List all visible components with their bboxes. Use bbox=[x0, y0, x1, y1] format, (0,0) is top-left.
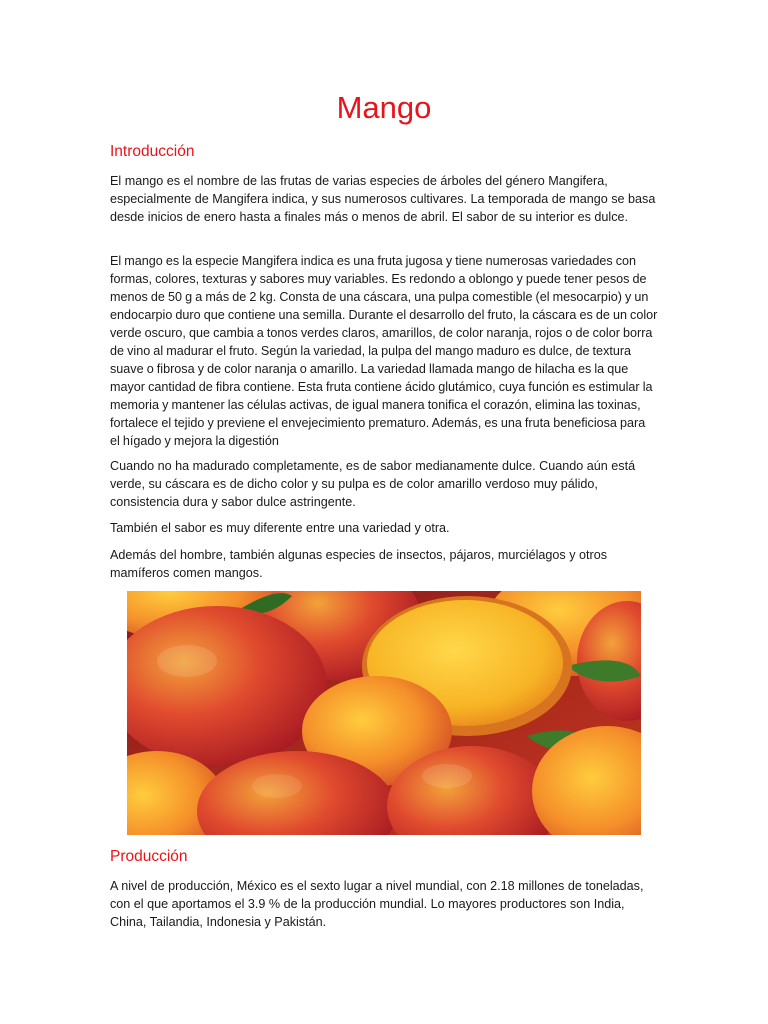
paragraph-intro-1: El mango es el nombre de las frutas de varias especies de árboles del género Mangifera, especialmente de Mangifera indica, y sus numerosos cultivares. La temporada de mango se basa desde inicios de enero hasta a finales más o menos de abril. El sabor de su interior es dulce. bbox=[110, 174, 656, 224]
mango-photo bbox=[127, 591, 641, 835]
paragraph-intro-2: El mango es la especie Mangifera indica es una fruta jugosa y tiene numerosas variedades con formas, colores, texturas y sabores muy variables. Es redondo a oblongo y puede tener pesos de menos de 50 g a más de 2 kg. Consta de una cáscara, una pulpa comestible (el mesocarpio) y un endocarpio duro que contiene una semilla. Durante el desarrollo del fruto, la cáscara es de un color verde oscuro, que cambia a tonos verdes claros, amarillos, de color naranja, rojos o de color borra de vino al madurar el fruto. Según la variedad, la pulpa del mango maduro es dulce, de textura suave o fibrosa y de color naranja o amarillo. La variedad llamada mango de hilacha es la que mayor cantidad de fibra contiene. Esta fruta contiene ácido glutámico, cuya función es estimular la memoria y mantener las células activas, de igual manera tonifica el corazón, elimina las toxinas, fortalece el tejido y previene el envejecimiento prematuro. Además, es una fruta beneficiosa para el hígado y mejora la digestión bbox=[110, 254, 658, 448]
paragraph-produccion-1: A nivel de producción, México es el sexto lugar a nivel mundial, con 2.18 millones de toneladas, con el que aportamos el 3.9 % de la producción mundial. Lo mayores productores son India, China, Tailandia, Indonesia y Pakistán. bbox=[110, 879, 644, 929]
paragraph-intro-5: Además del hombre, también algunas especies de insectos, pájaros, murciélagos y otros mamíferos comen mangos. bbox=[110, 548, 608, 580]
paragraph-intro-4: También el sabor es muy diferente entre una variedad y otra. bbox=[110, 521, 450, 535]
section-heading-introduccion: Introducción bbox=[110, 143, 195, 160]
section-heading-produccion: Producción bbox=[110, 848, 188, 865]
document-title: Mango bbox=[336, 90, 432, 125]
paragraph-intro-3: Cuando no ha madurado completamente, es de sabor medianamente dulce. Cuando aún está verde, su cáscara es de dicho color y su pulpa es de color amarillo verdoso muy pálido, consistencia dura y sabor dulce astringente. bbox=[110, 459, 636, 509]
